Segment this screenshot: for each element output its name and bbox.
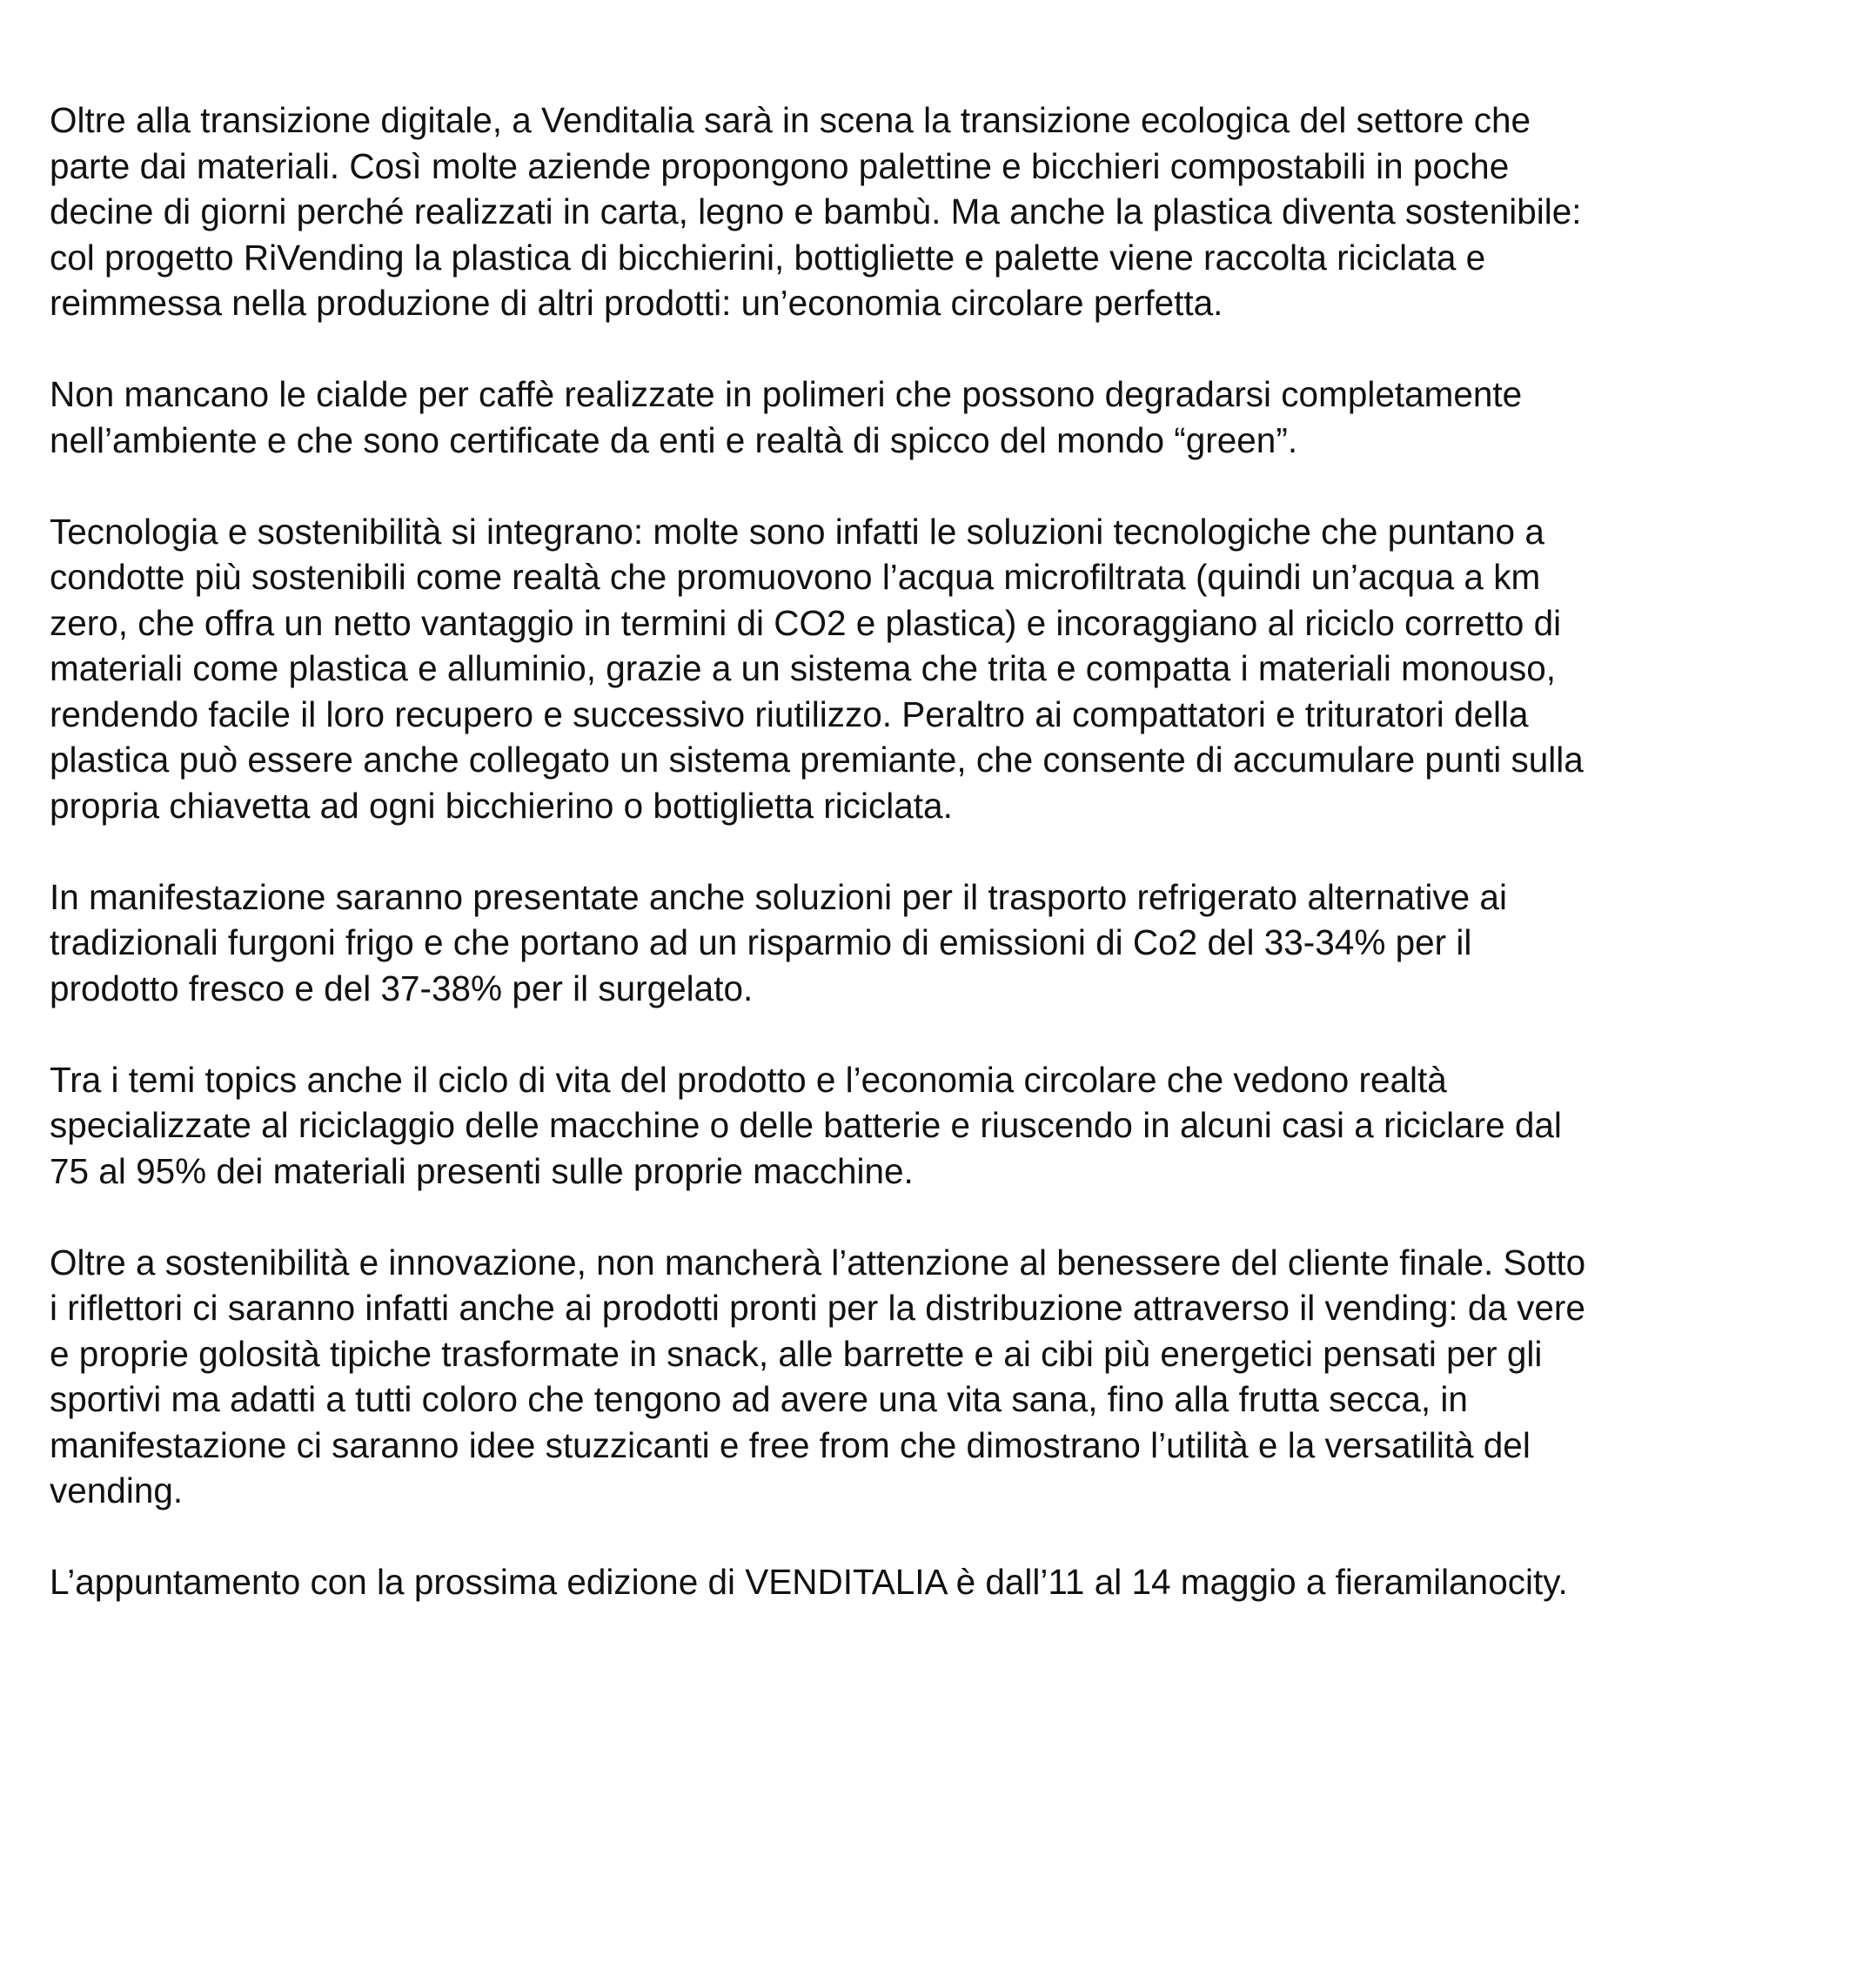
paragraph-circular-economy bbox=[50, 1057, 1842, 1195]
paragraph-event-date bbox=[50, 1559, 1842, 1605]
text-line: In manifestazione saranno presentate anche soluzioni per il trasporto refrigerato alternative ai bbox=[50, 876, 1507, 917]
paragraph-materials bbox=[50, 97, 1842, 326]
text-line: i riflettori ci saranno infatti anche ai prodotti pronti per la distribuzione attraverso il vending: da vere bbox=[50, 1288, 1585, 1328]
text-line: propria chiavetta ad ogni bicchierino o bottiglietta riciclata. bbox=[50, 785, 953, 826]
text-line: Non mancano le cialde per caffè realizzate in polimeri che possono degradarsi completamente bbox=[50, 374, 1523, 414]
paragraph-coffee-pods bbox=[50, 372, 1842, 463]
text-line: sportivi ma adatti a tutti coloro che tengono ad avere una vita sana, fino alla frutta secca, in bbox=[50, 1379, 1468, 1419]
text-line: specializzate al riciclaggio delle macchine o delle batterie e riuscendo in alcuni casi a riciclare dal bbox=[50, 1105, 1562, 1145]
text-line: parte dai materiali. Così molte aziende propongono palettine e bicchieri compostabili in poche bbox=[50, 145, 1510, 186]
text-line: e proprie golosità tipiche trasformate in snack, alle barrette e ai cibi più energetici pensati per gli bbox=[50, 1333, 1543, 1374]
text-line: col progetto RiVending la plastica di bicchierini, bottigliette e palette viene raccolta riciclata e bbox=[50, 237, 1486, 278]
text-line: zero, che offra un netto vantaggio in termini di CO2 e plastica) e incoraggiano al riciclo corretto di bbox=[50, 602, 1562, 643]
text-line: Tecnologia e sostenibilità si integrano: molte sono infatti le soluzioni tecnologiche che puntano a bbox=[50, 511, 1544, 552]
paragraph-refrigerated-transport bbox=[50, 874, 1842, 1012]
text-line: Oltre a sostenibilità e innovazione, non mancherà l’attenzione al benessere del cliente finale. Sotto bbox=[50, 1242, 1586, 1283]
text-line: Tra i temi topics anche il ciclo di vita del prodotto e l’economia circolare che vedono realtà bbox=[50, 1059, 1447, 1100]
paragraph-technology-sustainability bbox=[50, 509, 1842, 829]
text-line: tradizionali furgoni frigo e che portano ad un risparmio di emissioni di Co2 del 33-34% per il bbox=[50, 922, 1472, 962]
text-line: Oltre alla transizione digitale, a Venditalia sarà in scena la transizione ecologica del settore che bbox=[50, 100, 1531, 140]
document-page bbox=[50, 97, 1842, 1651]
paragraph-customer-wellbeing bbox=[50, 1240, 1842, 1514]
text-line: rendendo facile il loro recupero e successivo riutilizzo. Peraltro ai compattatori e trituratori della bbox=[50, 693, 1529, 734]
text-line: nell’ambiente e che sono certificate da enti e realtà di spicco del mondo “green”. bbox=[50, 419, 1298, 460]
text-line: 75 al 95% dei materiali presenti sulle proprie macchine. bbox=[50, 1150, 914, 1191]
text-line: vending. bbox=[50, 1470, 184, 1510]
text-line: manifestazione ci saranno idee stuzzicanti e free from che dimostrano l’utilità e la versatilità del bbox=[50, 1424, 1531, 1465]
text-line: materiali come plastica e alluminio, grazie a un sistema che trita e compatta i materiali monouso, bbox=[50, 648, 1557, 688]
text-line: reimmessa nella produzione di altri prodotti: un’economia circolare perfetta. bbox=[50, 283, 1223, 323]
text-line: decine di giorni perché realizzati in carta, legno e bambù. Ma anche la plastica diventa sostenibile: bbox=[50, 191, 1582, 231]
text-line: plastica può essere anche collegato un sistema premiante, che consente di accumulare punti sulla bbox=[50, 740, 1584, 780]
text-line: prodotto fresco e del 37-38% per il surgelato. bbox=[50, 968, 754, 1008]
text-line: L’appuntamento con la prossima edizione di VENDITALIA è dall’11 al 14 maggio a fieramilanocity. bbox=[50, 1562, 1568, 1602]
text-line: condotte più sostenibili come realtà che promuovono l’acqua microfiltrata (quindi un’acqua a km bbox=[50, 557, 1541, 597]
